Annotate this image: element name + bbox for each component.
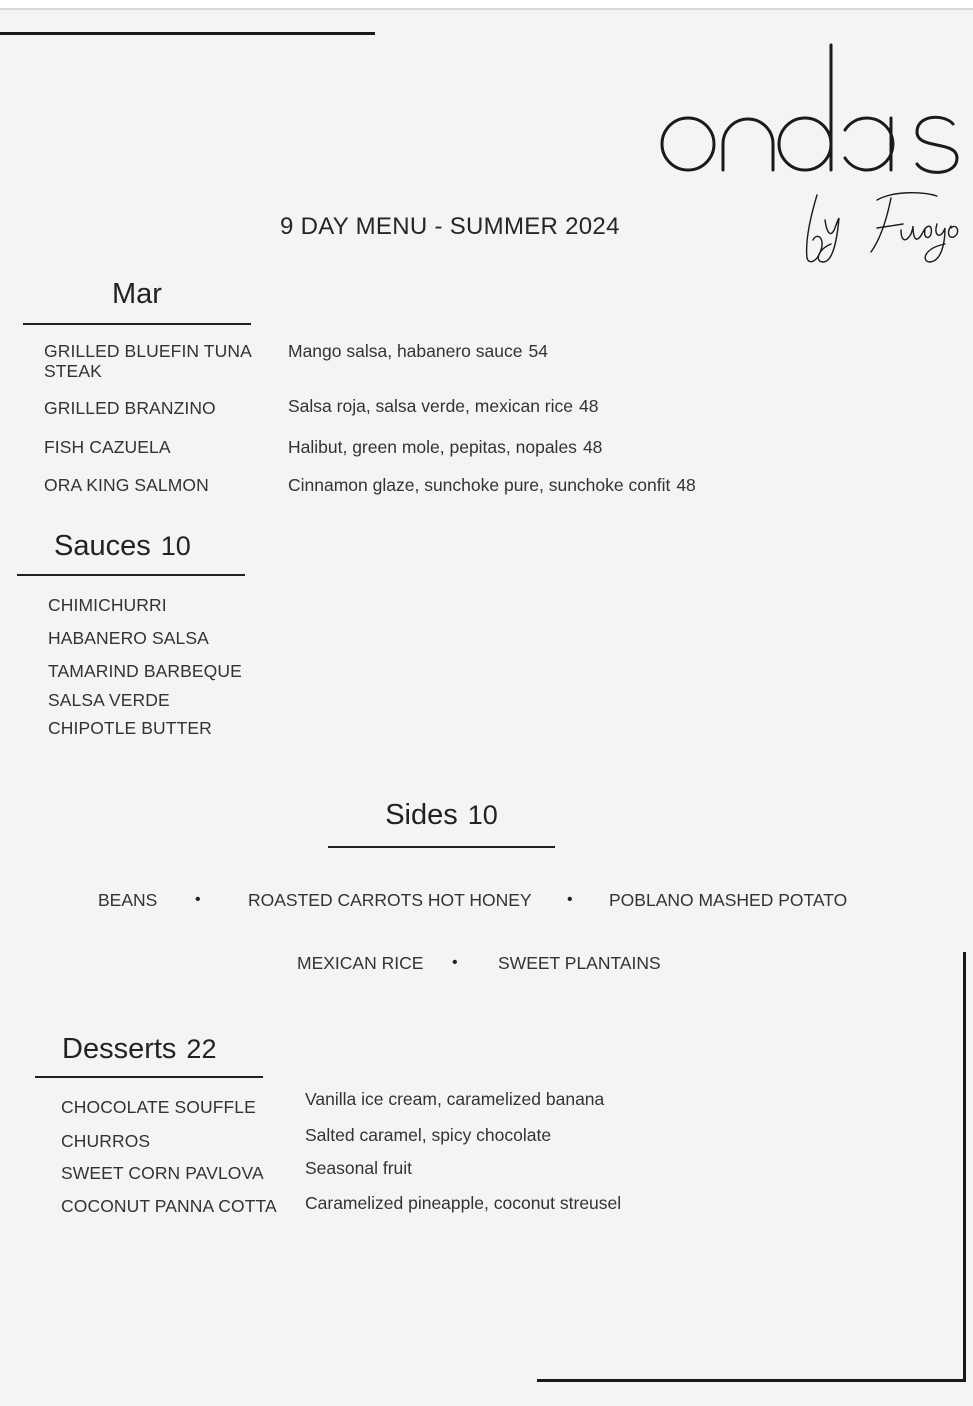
sauce-item: CHIPOTLE BUTTER: [48, 718, 212, 738]
sauce-item: HABANERO SALSA: [48, 628, 209, 648]
menu-item-desc: [288, 475, 696, 496]
menu-item-desc: [288, 437, 602, 458]
section-heading-sauces: [17, 530, 245, 576]
top-band-divider: [0, 8, 973, 10]
section-heading-desserts-label: Desserts: [62, 1033, 177, 1065]
menu-item-price: 48: [676, 475, 696, 495]
menu-item-name: ORA KING SALMON: [44, 475, 209, 495]
side-item: SWEET PLANTAINS: [498, 953, 661, 973]
frame-line-top: [0, 32, 375, 35]
menu-item-name: GRILLED BLUEFIN TUNA STEAK: [44, 341, 251, 381]
side-item: BEANS: [98, 890, 158, 910]
menu-item-desc-text: Cinnamon glaze, sunchoke pure, sunchoke confit: [288, 475, 671, 495]
frame-line-right: [963, 952, 966, 1382]
menu-item-desc-text: Halibut, green mole, pepitas, nopales: [288, 437, 577, 457]
dessert-item-desc: Vanilla ice cream, caramelized banana: [305, 1089, 605, 1109]
section-heading-desserts: [35, 1033, 263, 1078]
section-heading-mar: [23, 278, 251, 325]
section-heading-mar-label: Mar: [112, 278, 162, 310]
bullet-separator: •: [195, 891, 201, 908]
section-heading-sides: [328, 799, 555, 848]
side-item: MEXICAN RICE: [297, 953, 424, 973]
section-heading-sides-price: 10: [467, 800, 498, 830]
dessert-item-desc: Salted caramel, spicy chocolate: [305, 1125, 552, 1145]
menu-item-desc: [288, 396, 598, 417]
dessert-item-desc: Caramelized pineapple, coconut streusel: [305, 1193, 622, 1213]
section-heading-desserts-price: 22: [186, 1034, 217, 1064]
menu-item-price: 54: [528, 341, 548, 361]
ondas-logo: [655, 40, 965, 270]
section-heading-sauces-label: Sauces: [54, 530, 151, 562]
dessert-item-name: CHOCOLATE SOUFFLE: [61, 1097, 256, 1117]
section-heading-sides-label: Sides: [385, 799, 458, 831]
side-item: POBLANO MASHED POTATO: [609, 890, 848, 910]
menu-item-desc-text: Mango salsa, habanero sauce: [288, 341, 523, 361]
menu-item-desc-text: Salsa roja, salsa verde, mexican rice: [288, 396, 573, 416]
dessert-item-name: COCONUT PANNA COTTA: [61, 1196, 277, 1216]
dessert-item-name: CHURROS: [61, 1131, 151, 1151]
menu-title: 9 DAY MENU - SUMMER 2024: [280, 213, 620, 240]
sauce-item: SALSA VERDE: [48, 690, 170, 710]
menu-item-desc: [288, 341, 548, 362]
side-item: ROASTED CARROTS HOT HONEY: [248, 890, 532, 910]
menu-item-price: 48: [582, 437, 603, 457]
top-band: [0, 0, 973, 8]
sauce-item: CHIMICHURRI: [48, 595, 167, 615]
bullet-separator: •: [452, 954, 458, 971]
dessert-item-desc: Seasonal fruit: [305, 1158, 413, 1178]
menu-item-name: GRILLED BRANZINO: [44, 398, 216, 418]
bullet-separator: •: [567, 891, 573, 908]
menu-item-price: 48: [578, 396, 599, 416]
section-heading-sauces-price: 10: [160, 531, 191, 561]
menu-item-name: FISH CAZUELA: [44, 437, 171, 457]
dessert-item-name: SWEET CORN PAVLOVA: [61, 1163, 264, 1183]
frame-line-bottom: [537, 1379, 966, 1382]
sauce-item: TAMARIND BARBEQUE: [48, 661, 242, 681]
